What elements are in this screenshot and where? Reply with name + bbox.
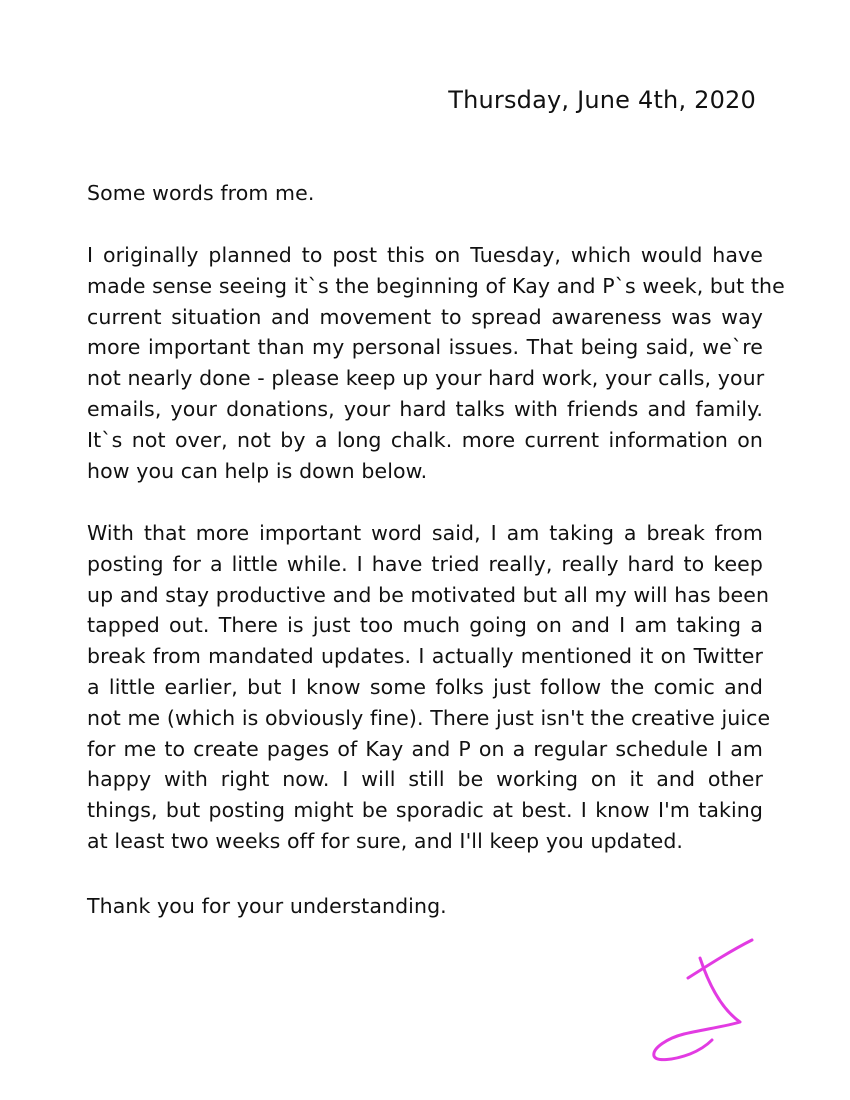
paragraph-2-line: happy with right now. I will still be working on it and other: [87, 767, 763, 792]
letter-greeting: [87, 178, 763, 209]
paragraph-2-line: tapped out. There is just too much going on and I am taking a: [87, 613, 763, 638]
paragraph-1-line: how you can help is down below.: [87, 458, 428, 483]
paragraph-1-line: current situation and movement to spread awareness was way: [87, 304, 763, 329]
paragraph-1-line: made sense seeing it`s the beginning of Kay and P`s week, but the: [87, 273, 785, 298]
paragraph-2-line: at least two weeks off for sure, and I'll keep you updated.: [87, 828, 684, 853]
paragraph-2-line: up and stay productive and be motivated but all my will has been: [87, 582, 770, 607]
paragraph-2-line: a little earlier, but I know some folks just follow the comic and: [87, 674, 763, 699]
paragraph-2-line: things, but posting might be sporadic at best. I know I'm taking: [87, 798, 763, 823]
greeting-line: Some words from me.: [87, 181, 315, 205]
paragraph-1-line: It`s not over, not by a long chalk. more current information on: [87, 427, 763, 452]
signature-top-stroke: [688, 940, 752, 978]
paragraph-2-line: posting for a little while. I have tried really, really hard to keep: [87, 551, 763, 576]
closing-line: Thank you for your understanding.: [87, 894, 447, 918]
paragraph-2: [87, 518, 771, 857]
paragraph-2-line: not me (which is obviously fine). There just isn't the creative juice: [87, 705, 771, 730]
paragraph-2-line: for me to create pages of Kay and P on a regular schedule I am: [87, 736, 763, 761]
paragraph-2-line: break from mandated updates. I actually mentioned it on Twitter: [87, 644, 763, 669]
letter-closing: [87, 891, 763, 922]
paragraph-1-line: more important than my personal issues. That being said, we`re: [87, 335, 763, 360]
paragraph-1-line: not nearly done - please keep up your hard work, your calls, your: [87, 366, 765, 391]
signature-j: [640, 930, 760, 1070]
paragraph-2-line: With that more important word said, I am taking a break from: [87, 521, 763, 545]
paragraph-1-line: emails, your donations, your hard talks with friends and family.: [87, 396, 763, 421]
letter-date: Thursday, June 4th, 2020: [448, 86, 756, 114]
paragraph-1: [87, 240, 785, 486]
paragraph-1-line: I originally planned to post this on Tuesday, which would have: [87, 243, 763, 267]
